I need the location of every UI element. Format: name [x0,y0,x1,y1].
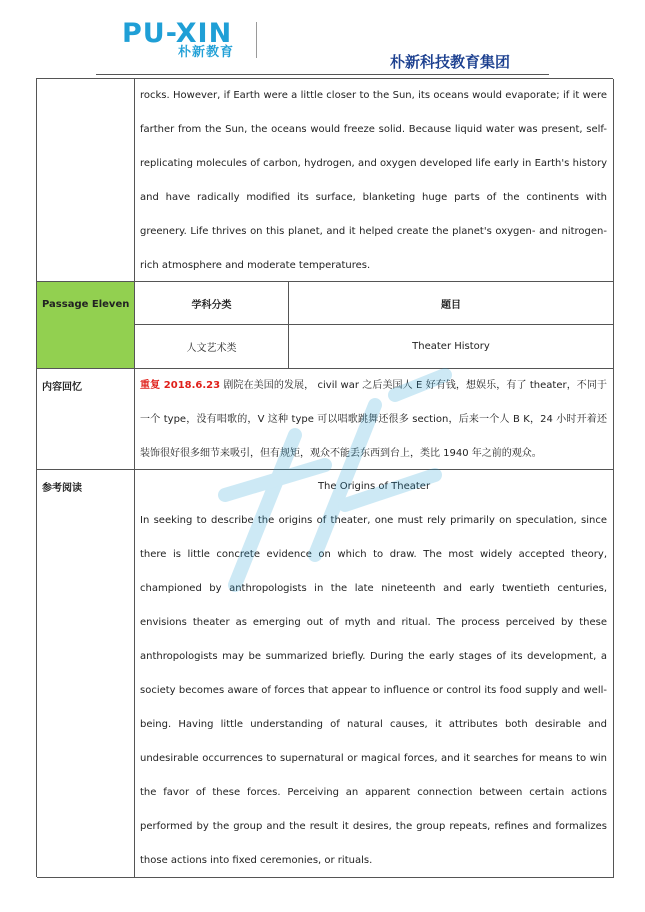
reference-label: 参考阅读 [37,470,135,878]
puxin-logo [122,20,262,60]
subject-value: 人文艺术类 [135,325,289,369]
logo-text: PU-XIN [122,18,233,49]
subject-header: 学科分类 [135,282,289,325]
recall-label: 内容回忆 [37,369,135,470]
passage-label: Passage Eleven [37,282,135,369]
continuation-label-cell [37,79,135,282]
header-rule [96,74,549,75]
title-header: 题目 [289,282,614,325]
passage-table [36,78,613,877]
logo-subtext: 朴新教育 [178,45,235,60]
title-value: Theater History [289,325,614,369]
recall-text: 剧院在美国的发展， civil war 之后美国人 E 好有钱，想娱乐，有了 theater，不同于一个 type，没有唱歌的，V 这种 type 可以唱歌跳舞还很多 section，后来一个人 B K，24 小时开着还装饰很好很多细节来吸引，但有规矩，观众不能丢东西到台上，类比 1940 年之前的观众。 [140,380,607,459]
reference-content [135,470,614,878]
continuation-text: rocks. However, if Earth were a little closer to the Sun, its oceans would evaporate; if it were farther from the Sun, the oceans would freeze solid. Because liquid water was present, self-replicating molecules of carbon, hydrogen, and oxygen developed life early in Earth's history and have radically modified its surface, blanketing huge parts of the continents with greenery. Life thrives on this planet, and it helped create the planet's oxygen- and nitrogen-rich atmosphere and moderate temperatures. [135,79,614,282]
logo-divider [256,22,257,58]
reference-text: In seeking to describe the origins of theater, one must rely primarily on speculation, since there is little concrete evidence on which to draw. The most widely accepted theory, championed by anthropologists in the late nineteenth and early twentieth centuries, envisions theater as emerging out of myth and ritual. The process perceived by these anthropologists may be summarized briefly. During the early stages of its development, a society becomes aware of forces that appear to influence or control its food supply and well-being. Having little understanding of natural causes, it attributes both desirable and undesirable occurrences to supernatural or magical forces, and it searches for means to win the favor of these forces. Perceiving an apparent connection between certain actions performed by the group and the result it desires, the group repeats, refines and formalizes those actions into fixed ceremonies, or rituals. [140,515,607,866]
reference-title: The Origins of Theater [317,481,431,492]
org-name: 朴新科技教育集团 [390,53,511,71]
recall-content [135,369,614,470]
recall-date-tag: 重复 2018.6.23 [140,380,221,391]
